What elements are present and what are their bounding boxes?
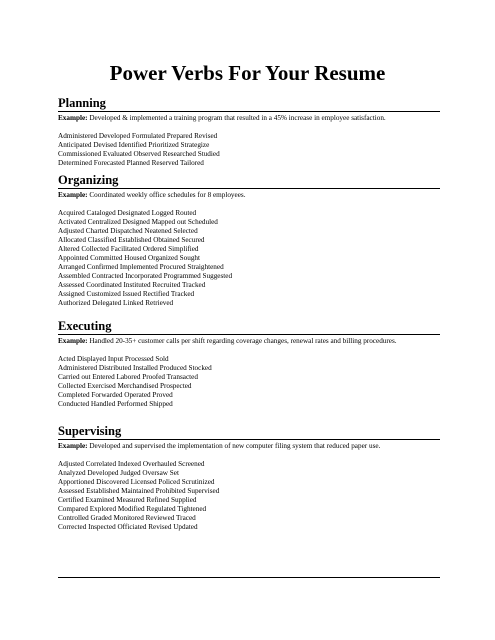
verb-line: Analyzed Developed Judged Oversaw Set [58, 469, 179, 477]
verb-list [58, 460, 440, 532]
verb-line: Administered Developed Formulated Prepared Revised [58, 132, 218, 140]
section-heading: Planning [58, 96, 440, 112]
footer-divider [58, 577, 440, 578]
example-text: Developed & implemented a training program that resulted in a 45% increase in employee satisfaction. [87, 114, 386, 122]
verb-line: Arranged Confirmed Implemented Procured Straightened [58, 263, 224, 271]
verb-line: Authorized Delegated Linked Retrieved [58, 299, 174, 307]
example-text: Coordinated weekly office schedules for 8 employees. [87, 191, 246, 199]
section-example [58, 442, 440, 451]
verb-list [58, 132, 440, 168]
verb-line: Acquired Cataloged Designated Logged Routed [58, 209, 197, 217]
verb-line: Conducted Handled Performed Shipped [58, 400, 173, 408]
page-title: Power Verbs For Your Resume [109, 61, 386, 85]
example-text: Developed and supervised the implementation of new computer filing system that reduced paper use. [87, 442, 381, 450]
section-executing [58, 319, 440, 409]
verb-line: Assembled Contracted Incorporated Programmed Suggested [58, 272, 233, 280]
verb-line: Completed Forwarded Operated Proved [58, 391, 173, 399]
verb-line: Adjusted Charted Dispatched Neatened Selected [58, 227, 198, 235]
example-label: Example: [58, 191, 88, 199]
verb-line: Acted Displayed Input Processed Sold [58, 355, 169, 363]
verb-line: Corrected Inspected Officiated Revised Updated [58, 523, 198, 531]
section-planning [58, 96, 440, 168]
verb-line: Assigned Customized Issued Rectified Tracked [58, 290, 195, 298]
verb-line: Carried out Entered Labored Proofed Transacted [58, 373, 198, 381]
verb-line: Certified Examined Measured Refined Supplied [58, 496, 197, 504]
verb-line: Administered Distributed Installed Produced Stocked [58, 364, 212, 372]
verb-list [58, 209, 440, 308]
example-label: Example: [58, 442, 88, 450]
verb-line: Controlled Graded Monitored Reviewed Traced [58, 514, 196, 522]
section-example [58, 337, 440, 346]
verb-line: Collected Exercised Merchandised Prospected [58, 382, 192, 390]
verb-line: Activated Centralized Designed Mapped out Scheduled [58, 218, 218, 226]
verb-line: Anticipated Devised Identified Prioritized Strategize [58, 141, 210, 149]
verb-line: Compared Explored Modified Regulated Tightened [58, 505, 207, 513]
verb-line: Adjusted Correlated Indexed Overhauled Screened [58, 460, 205, 468]
section-heading: Supervising [58, 424, 440, 440]
section-heading: Organizing [58, 173, 440, 189]
section-example [58, 114, 440, 123]
verb-line: Allocated Classified Established Obtained Secured [58, 236, 205, 244]
verb-list [58, 355, 440, 409]
section-organizing [58, 173, 440, 308]
section-supervising [58, 424, 440, 532]
example-text: Handled 20-35+ customer calls per shift regarding coverage changes, renewal rates and billing procedures. [87, 337, 397, 345]
verb-line: Appointed Committed Housed Organized Sought [58, 254, 201, 262]
example-label: Example: [58, 114, 88, 122]
verb-line: Assessed Coordinated Instituted Recruited Tracked [58, 281, 206, 289]
verb-line: Commissioned Evaluated Observed Researched Studied [58, 150, 220, 158]
example-label: Example: [58, 337, 88, 345]
verb-line: Apportioned Discovered Licensed Policed Scrutinized [58, 478, 215, 486]
section-example [58, 191, 440, 200]
verb-line: Assessed Established Maintained Prohibited Supervised [58, 487, 220, 495]
section-heading: Executing [58, 319, 440, 335]
verb-line: Determined Forecasted Planned Reserved Tailored [58, 159, 204, 167]
verb-line: Altered Collected Facilitated Ordered Simplified [58, 245, 199, 253]
